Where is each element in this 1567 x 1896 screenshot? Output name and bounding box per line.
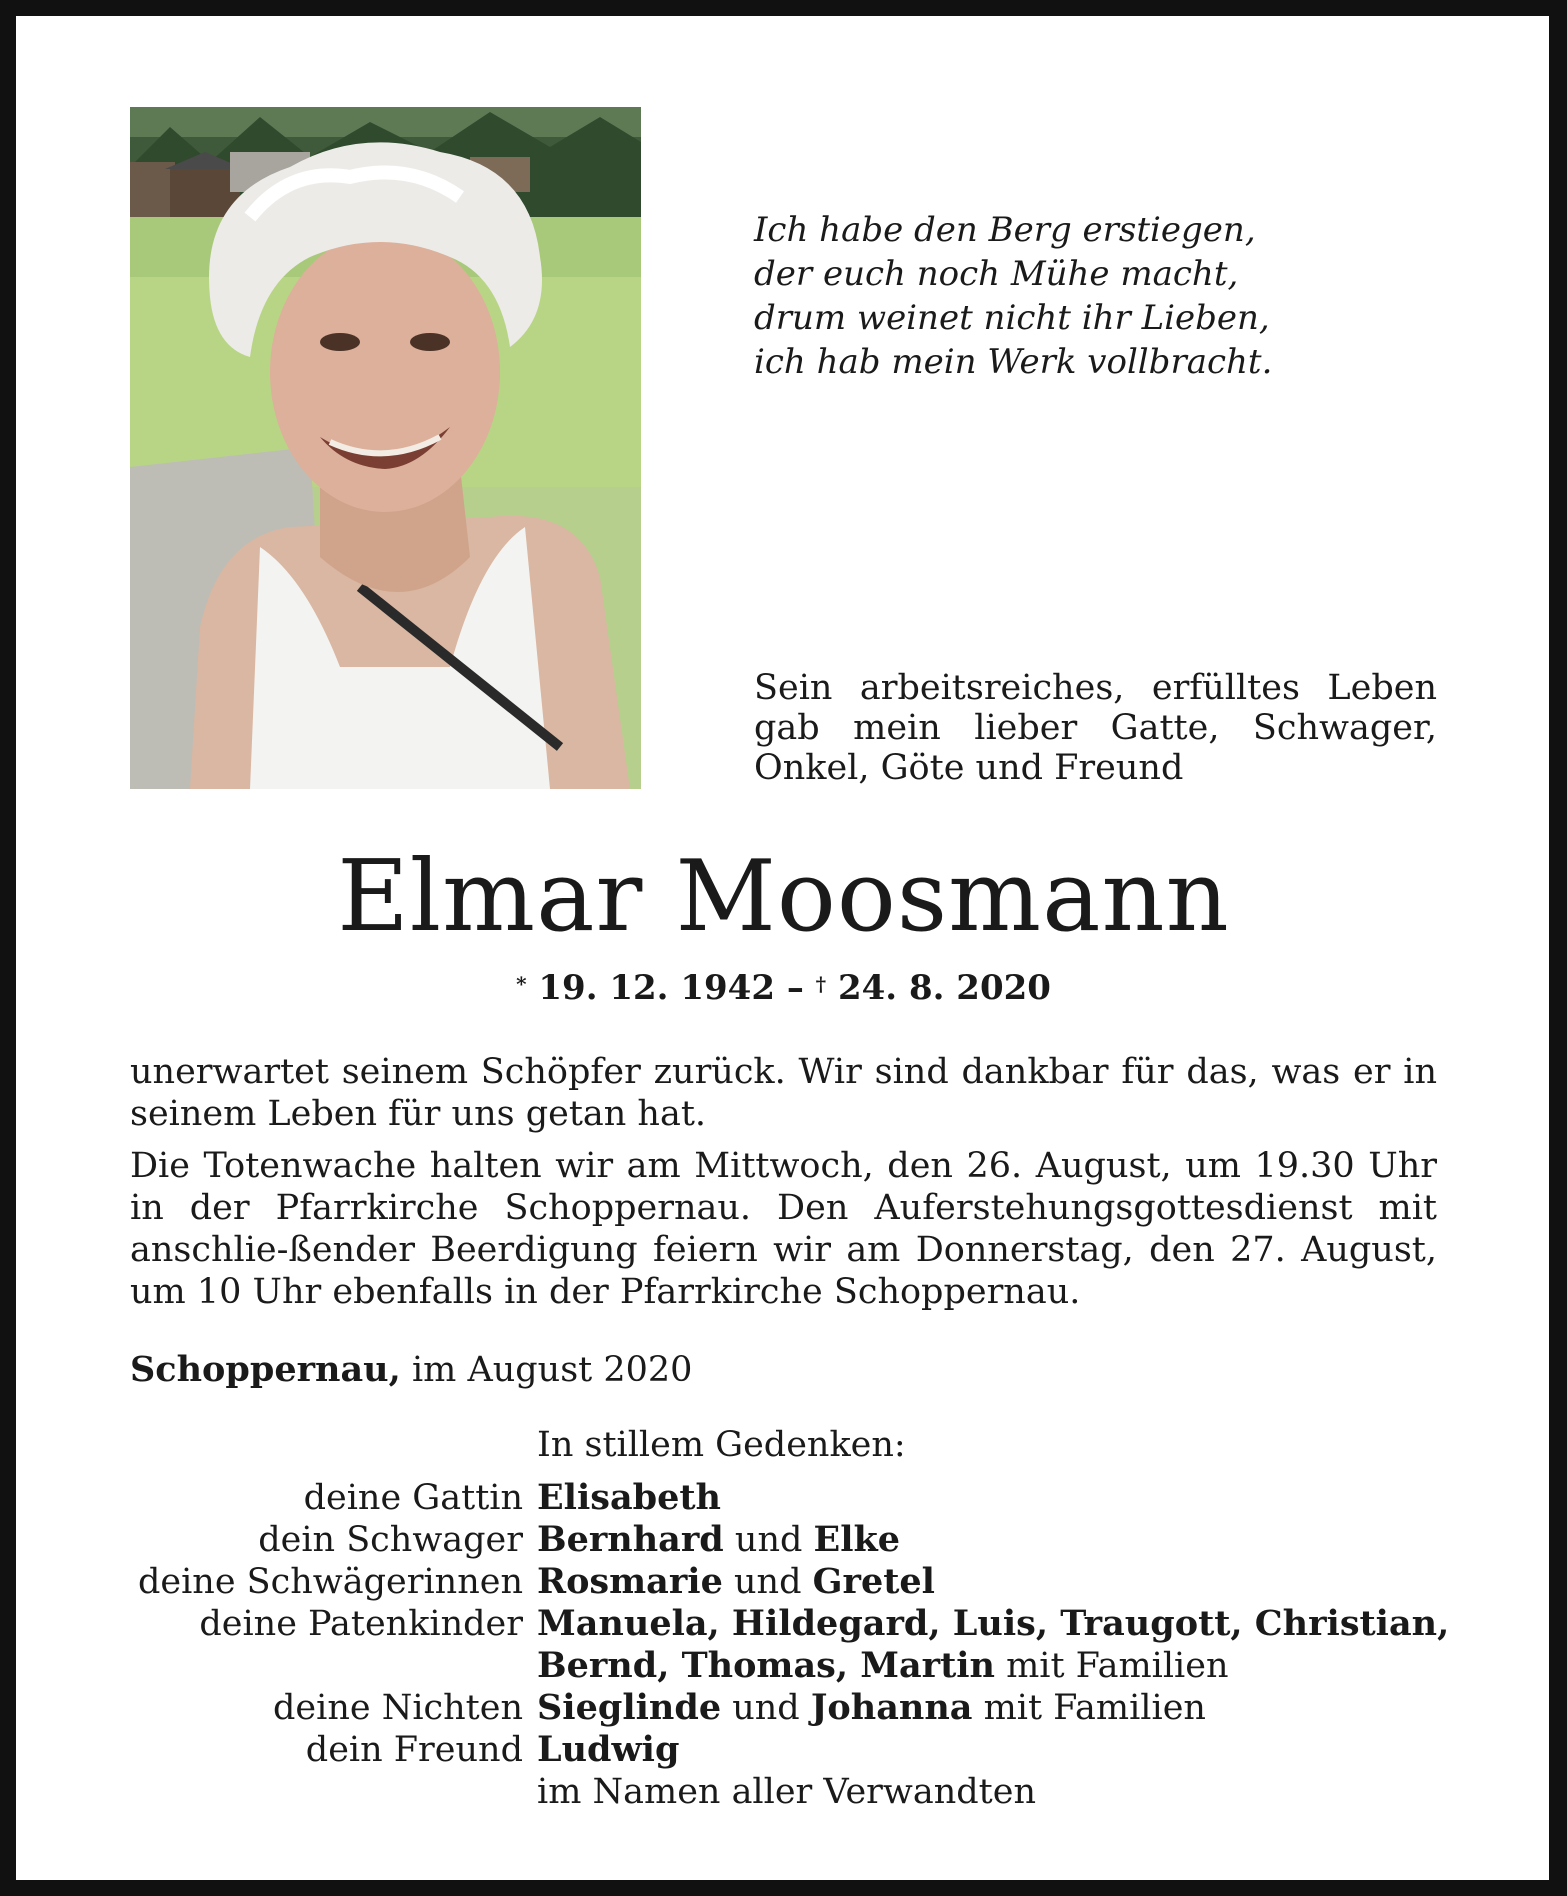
mourner-names — [537, 1477, 1460, 1519]
mourner-name: Elisabeth — [537, 1477, 722, 1518]
death-symbol: † — [815, 972, 827, 996]
place-city: Schoppernau, — [130, 1349, 401, 1390]
mourner-name: Bernhard — [537, 1519, 724, 1560]
poem — [754, 208, 1474, 384]
portrait-photo — [130, 107, 641, 789]
mourner-row — [130, 1771, 1460, 1813]
poem-line: drum weinet nicht ihr Lieben, — [754, 298, 1270, 338]
mourner-name: Johanna — [810, 1687, 973, 1728]
mourner-name: Gretel — [812, 1561, 935, 1602]
mourner-relation: deine Schwägerinnen — [137, 1562, 523, 1602]
body-paragraph: unerwartet seinem Schöpfer zurück. Wir sind dankbar für das, was er in seinem Leben für uns getan hat. — [130, 1052, 1437, 1134]
place-and-date — [130, 1349, 692, 1391]
mourner-connector: im Namen aller Verwandten — [537, 1772, 1036, 1812]
poem-line: der euch noch Mühe macht, — [754, 254, 1239, 294]
mourner-name: Bernd, Thomas, Martin — [537, 1645, 995, 1686]
poem-line: ich hab mein Werk vollbracht. — [754, 342, 1273, 382]
mourner-name: Rosmarie — [537, 1561, 723, 1602]
mourner-names — [537, 1771, 1460, 1813]
deceased-name: Elmar Moosmann — [337, 840, 1230, 954]
death-date: 24. 8. 2020 — [837, 968, 1051, 1008]
mourner-relation — [130, 1645, 537, 1687]
birth-symbol: * — [516, 972, 527, 996]
mourner-relation: dein Freund — [305, 1730, 523, 1770]
body-text — [130, 1051, 1437, 1323]
mourner-names — [537, 1729, 1460, 1771]
mourner-names — [537, 1519, 1460, 1561]
mourner-connector: mit Familien — [994, 1646, 1229, 1686]
mourner-connector: und — [722, 1562, 813, 1602]
mourners-list — [130, 1477, 1460, 1813]
mourner-relation: dein Schwager — [258, 1520, 523, 1560]
mourner-row — [130, 1519, 1460, 1561]
mourner-row — [130, 1687, 1460, 1729]
date-separator: – — [786, 968, 804, 1008]
mourner-row — [130, 1477, 1460, 1519]
intro-text: Sein arbeitsreiches, erfülltes Leben gab mein lieber Gatte, Schwager, Onkel, Göte und Freund — [754, 668, 1437, 788]
mourner-name: Elke — [813, 1519, 901, 1560]
life-dates — [0, 968, 1567, 1008]
mourner-connector: und — [723, 1520, 814, 1560]
mourner-name: Ludwig — [537, 1729, 680, 1770]
mourner-relation: deine Patenkinder — [199, 1604, 523, 1644]
mourner-connector: mit Familien — [972, 1688, 1206, 1728]
poem-line: Ich habe den Berg erstiegen, — [754, 210, 1256, 250]
memory-heading: In stillem Gedenken: — [537, 1425, 906, 1465]
mourner-relation: deine Nichten — [273, 1688, 523, 1728]
mourner-row — [130, 1561, 1460, 1603]
mourner-row — [130, 1603, 1460, 1645]
mourner-relation: deine Gattin — [303, 1478, 523, 1518]
body-paragraph: Die Totenwache halten wir am Mittwoch, den 26. August, um 19.30 Uhr in der Pfarrkirche Schoppernau. Den Auferstehungsgottesdienst mit anschlie-ßender Beerdigung feiern wir am Donnerstag, den 27. August, um 10 Uhr ebenfalls in der Pfarrkirche Schoppernau. — [130, 1146, 1437, 1312]
mourner-names — [537, 1603, 1460, 1645]
mourner-name: Sieglinde — [537, 1687, 722, 1728]
birth-date: 19. 12. 1942 — [538, 968, 775, 1008]
mourner-name: Manuela, Hildegard, Luis, Traugott, Christian, — [537, 1603, 1450, 1644]
mourner-row — [130, 1729, 1460, 1771]
place-date: im August 2020 — [411, 1350, 693, 1390]
mourner-names — [537, 1561, 1460, 1603]
mourner-names — [537, 1687, 1460, 1729]
mourner-names — [537, 1645, 1460, 1687]
mourner-row — [130, 1645, 1460, 1687]
mourner-connector: und — [721, 1688, 811, 1728]
mourner-relation — [130, 1771, 537, 1813]
